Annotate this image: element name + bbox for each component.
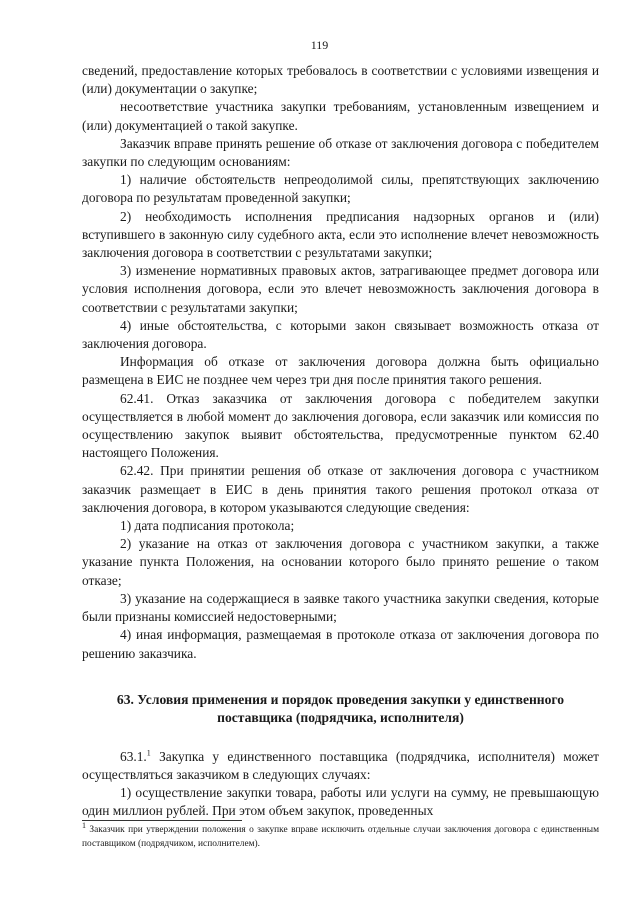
list-item: 4) иная информация, размещаемая в протоколе отказа от заключения договора по решению заказчика. bbox=[82, 627, 599, 661]
list-item: 2) указание на отказ от заключения договора с участником закупки, а также указание пункта Положения, на основании которого было принято решение о таком отказе; bbox=[82, 536, 599, 588]
footnote-text: Заказчик при утверждении положения о закупке вправе исключить отдельные случаи заключения договора с единственным поставщиком (подрядчиком, исполнителем). bbox=[82, 825, 599, 849]
footnote-mark: 1 bbox=[82, 820, 86, 830]
clause-62-41: 62.41. Отказ заказчика от заключения договора с победителем закупки осуществляется в любой момент до заключения договора, если заказчик или комиссия по осуществлению закупок выявит обстоятельства, предусмотренные пунктом 62.40 настоящего Положения. bbox=[82, 390, 599, 461]
list-item: 4) иные обстоятельства, с которыми закон связывает возможность отказа от заключения договора. bbox=[82, 317, 599, 352]
list-item: 2) необходимость исполнения предписания надзорных органов и (или) вступившего в законную силу судебного акта, если это исполнение влечет невозможность заключения договора в соответствии с результатами закупки; bbox=[82, 208, 599, 261]
page-number: 119 bbox=[310, 38, 329, 52]
footnote-reference[interactable]: 1 bbox=[146, 748, 151, 758]
clause-62-42: 62.42. При принятии решения об отказе от заключения договора с участником заказчик размещает в ЕИС в день принятия такого решения протокол отказа от заключения договора, в котором указываются следующие сведения: bbox=[82, 463, 599, 515]
body-text bbox=[82, 62, 599, 821]
clause-63-1 bbox=[82, 748, 599, 784]
paragraph: сведений, предоставление которых требовалось в соответствии с условиями извещения и (или) документации о закупке; bbox=[82, 63, 599, 97]
footnote bbox=[82, 820, 599, 851]
paragraph: несоответствие участника закупки требованиям, установленным извещением и (или) документацией о такой закупке. bbox=[82, 99, 599, 133]
section-heading: 63. Условия применения и порядок проведения закупки у единственного поставщика (подрядчика, исполнителя) bbox=[116, 691, 565, 726]
list-item: 3) указание на содержащиеся в заявке такого участника закупки сведения, которые были признаны комиссией недостоверными; bbox=[82, 590, 599, 625]
list-item: 1) дата подписания протокола; bbox=[120, 518, 295, 534]
list-item: 1) осуществление закупки товара, работы или услуги на сумму, не превышающую один миллион рублей. При этом объем закупок, проведенных bbox=[82, 785, 599, 819]
list-item: 3) изменение нормативных правовых актов, затрагивающее предмет договора или условия исполнения договора, если это влечет невозможность заключения договора в соответствии с результатами закупки; bbox=[82, 263, 599, 315]
list-item: 1) наличие обстоятельств непреодолимой силы, препятствующих заключению договора по результатам проведенной закупки; bbox=[82, 172, 599, 206]
clause-number: 63.1. bbox=[120, 748, 147, 764]
paragraph: Заказчик вправе принять решение об отказе от заключения договора с победителем закупки по следующим основаниям: bbox=[82, 135, 599, 170]
clause-text: Закупка у единственного поставщика (подрядчика, исполнителя) может осуществляться заказчиком в следующих случаях: bbox=[82, 748, 599, 782]
paragraph: Информация об отказе от заключения договора должна быть официально размещена в ЕИС не позднее чем через три дня после принятия такого решения. bbox=[82, 354, 599, 388]
footnote-divider bbox=[82, 820, 242, 821]
